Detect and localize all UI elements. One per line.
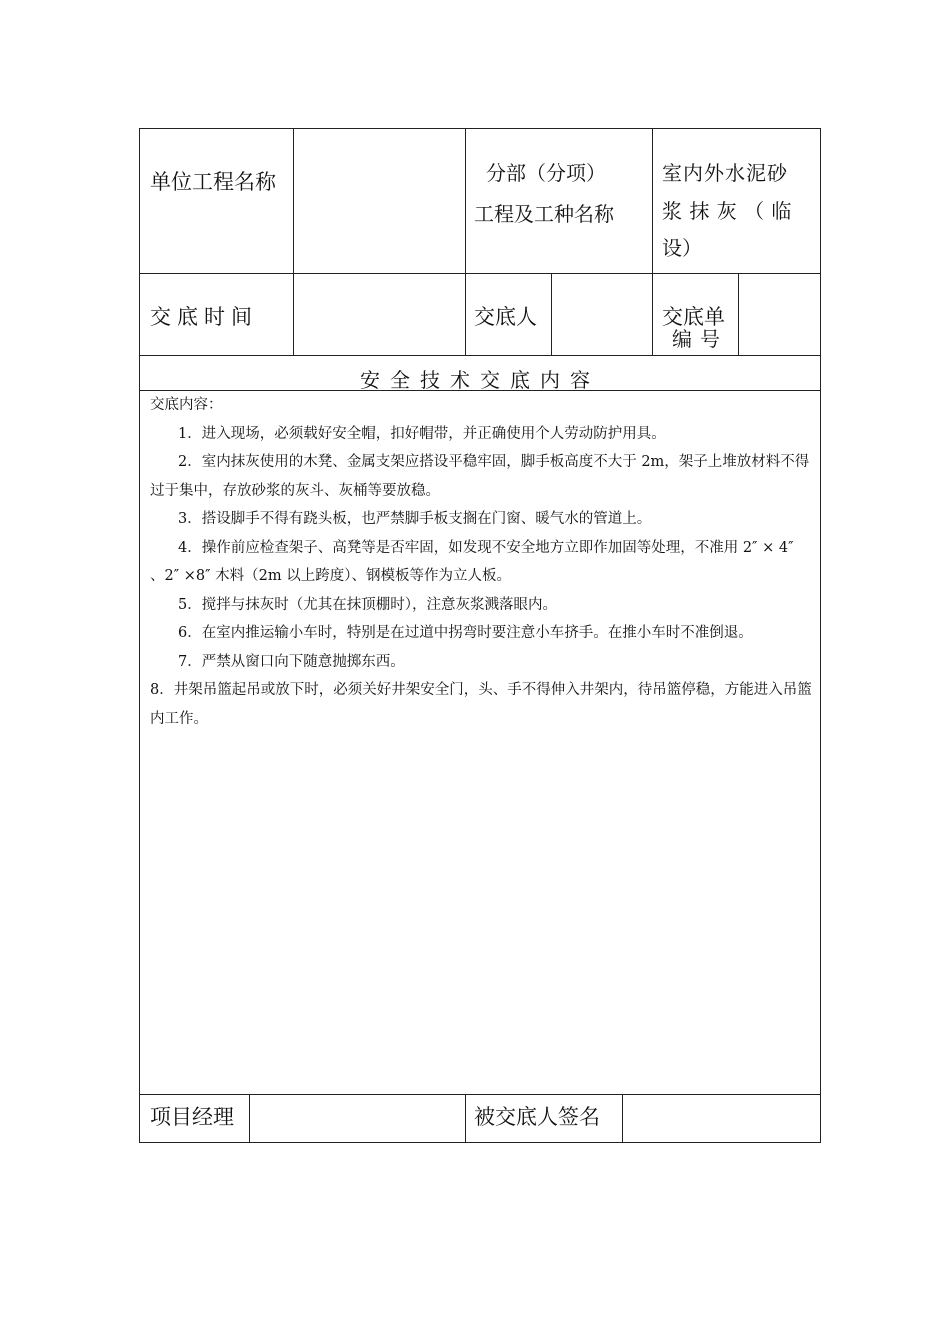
col-divider (551, 273, 552, 355)
col-divider (738, 273, 739, 355)
row-divider-4 (140, 1094, 820, 1095)
content-intro: 交底内容： (150, 397, 223, 413)
section-title: 安全技术交底内容 (360, 368, 600, 392)
manager-label: 项目经理 (150, 1105, 234, 1129)
row-divider-2 (140, 355, 820, 356)
col-divider (465, 129, 466, 355)
col-divider (465, 1094, 466, 1142)
col-divider (652, 129, 653, 355)
sub-project-label-line2: 工程及工种名称 (474, 202, 614, 226)
col-divider (622, 1094, 623, 1142)
signee-label: 被交底人签名 (474, 1105, 600, 1129)
content-item: 7．严禁从窗口向下随意抛掷东西。 (178, 653, 405, 670)
safety-disclosure-form (139, 128, 821, 1143)
content-item: 5．搅拌与抹灰时（尤其在抹顶棚时），注意灰浆溅落眼内。 (178, 596, 557, 613)
person-label: 交底人 (474, 305, 537, 329)
sub-project-value-line2: 浆 抹 灰 （ 临 (662, 199, 792, 223)
sub-project-value-line1: 室内外水泥砂 (662, 161, 788, 185)
number-label-line1: 交底单 (662, 305, 725, 329)
time-label: 交底时间 (150, 305, 258, 329)
disclosure-content (150, 391, 812, 733)
content-item: 1．进入现场，必须载好安全帽，扣好帽带，并正确使用个人劳动防护用具。 (178, 425, 666, 442)
content-item: 2．室内抹灰使用的木凳、金属支架应搭设平稳牢固，脚手板高度不大于 2m，架子上堆放材料不得过于集中，存放砂浆的灰斗、灰桶等要放稳。 (150, 454, 810, 499)
sub-project-label-line1: 分部（分项） (486, 161, 606, 185)
number-label-line2: 编号 (672, 327, 728, 351)
content-item: 6．在室内推运输小车时，特别是在过道中拐弯时要注意小车挤手。在推小车时不准倒退。 (178, 625, 753, 641)
row-divider-1 (140, 273, 820, 274)
content-item: 8．井架吊篮起吊或放下时，必须关好井架安全门，头、手不得伸入井架内，待吊篮停稳，方能进入吊篮内工作。 (150, 682, 812, 727)
col-divider (293, 129, 294, 355)
sub-project-value-line3: 设） (662, 236, 702, 260)
unit-project-label: 单位工程名称 (150, 170, 276, 194)
content-item: 3．搭设脚手不得有跷头板，也严禁脚手板支搁在门窗、暖气水的管道上。 (178, 511, 652, 527)
col-divider (249, 1094, 250, 1142)
content-item: 4．操作前应检查架子、高凳等是否牢固，如发现不安全地方立即作加固等处理，不准用 2″ × 4″ 、2″ ×8″ 木料（2m 以上跨度）、钢模板等作为立人板。 (150, 539, 794, 584)
